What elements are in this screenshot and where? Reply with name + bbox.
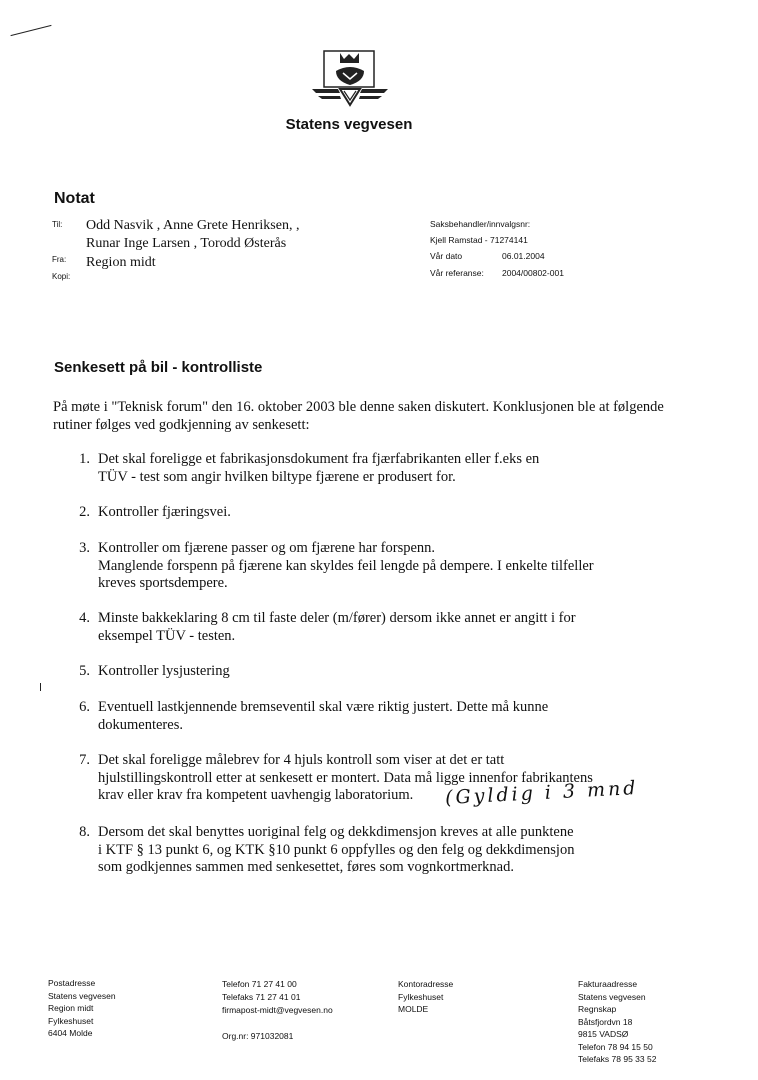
list-item-line: Manglende forspenn på fjærene kan skyldes feil lengde på dempere. I enkelte tilfeller bbox=[98, 557, 594, 574]
footer-line: Statens vegvesen bbox=[578, 991, 646, 1002]
footer-line: Telefaks 78 95 33 52 bbox=[578, 1054, 657, 1064]
footer-line: Telefon 71 27 41 00 bbox=[222, 979, 297, 989]
list-item-line: Kontroller lysjustering bbox=[98, 663, 230, 679]
footer-line: Fakturaadresse bbox=[578, 979, 638, 989]
list-item-number: 8. bbox=[79, 824, 90, 840]
til-line-2: Runar Inge Larsen , Torodd Østerås bbox=[86, 236, 287, 251]
list-item-number: 2. bbox=[79, 504, 90, 520]
til-line-1: Odd Nasvik , Anne Grete Henriksen, , bbox=[86, 218, 300, 233]
saksbehandler-value: Kjell Ramstad - 71274141 bbox=[430, 235, 528, 245]
list-item bbox=[98, 451, 658, 486]
list-item-line: Minste bakkeklaring 8 cm til faste deler (m/fører) dersom ikke annet er angitt i for bbox=[98, 610, 576, 626]
footer-line bbox=[222, 1017, 333, 1030]
footer-line: MOLDE bbox=[398, 1004, 429, 1014]
date-value: 06.01.2004 bbox=[502, 251, 545, 261]
date-label: Vår dato bbox=[430, 251, 463, 261]
organization-name: Statens vegvesen bbox=[285, 116, 413, 133]
list-item-line: kreves sportsdempere. bbox=[98, 575, 228, 591]
list-item bbox=[98, 504, 658, 522]
list-item-line: Det skal foreligge et fabrikasjonsdokument fra fjærfabrikanten eller f.eks en bbox=[98, 451, 540, 467]
list-item-line: dokumenteres. bbox=[98, 716, 183, 733]
scan-mark bbox=[40, 683, 41, 691]
footer-line: Regnskap bbox=[578, 1004, 617, 1014]
scan-mark bbox=[11, 25, 52, 36]
footer-line: Telefon 78 94 15 50 bbox=[578, 1041, 653, 1052]
list-item-number: 4. bbox=[79, 610, 90, 626]
footer-line: 9815 VADSØ bbox=[578, 1029, 629, 1039]
fra-label: Fra: bbox=[52, 255, 67, 264]
handwritten-note: (Gyldig i 3 mnd bbox=[444, 776, 639, 810]
list-item-line: hjulstillingskontroll etter at senkesett er montert. Data må ligge innenfor fabrikantens bbox=[98, 769, 593, 786]
list-item-line: TÜV - test som angir hvilken biltype fjærene er produsert for. bbox=[98, 468, 456, 485]
footer-invoice-address bbox=[578, 978, 656, 1066]
footer-line: Postadresse bbox=[48, 978, 96, 988]
list-item-line: eksempel TÜV - testen. bbox=[98, 627, 236, 644]
footer-line: 6404 Molde bbox=[48, 1028, 93, 1038]
list-item bbox=[98, 540, 658, 593]
fra-value: Region midt bbox=[86, 255, 156, 270]
list-item-line: Det skal foreligge målebrev for 4 hjuls kontroll som viser at det er tatt bbox=[98, 752, 505, 768]
list-item-line: som godkjennes sammen med senkesettet, føres som vognkortmerknad. bbox=[98, 859, 514, 875]
footer-line: firmapost-midt@vegvesen.no bbox=[222, 1005, 333, 1015]
list-item bbox=[98, 824, 658, 877]
intro-paragraph: På møte i "Teknisk forum" den 16. oktober 2003 ble denne saken diskutert. Konklusjonen ble at følgende rutiner følges ved godkjenning av senkesett: bbox=[53, 399, 664, 433]
footer-office-address bbox=[398, 978, 453, 1016]
list-item-number: 7. bbox=[79, 752, 90, 768]
document-title: Senkesett på bil - kontrolliste bbox=[54, 359, 263, 376]
footer-line: Båtsfjordvn 18 bbox=[578, 1016, 633, 1027]
list-item-line: Kontroller fjæringsvei. bbox=[98, 504, 231, 520]
list-item-number: 3. bbox=[79, 540, 90, 556]
footer-line: Region midt bbox=[48, 1003, 94, 1013]
list-item-line: Eventuell lastkjennende bremseventil skal være riktig justert. Dette må kunne bbox=[98, 699, 549, 715]
footer-line: Telefaks 71 27 41 01 bbox=[222, 992, 301, 1002]
footer-line: Fylkeshuset bbox=[398, 991, 444, 1002]
kopi-label: Kopi: bbox=[52, 272, 71, 281]
list-item-number: 6. bbox=[79, 699, 90, 715]
til-label: Til: bbox=[52, 220, 63, 229]
statens-vegvesen-logo-icon bbox=[310, 45, 390, 110]
saksbehandler-label: Saksbehandler/innvalgsnr: bbox=[430, 219, 531, 229]
list-item-line: i KTF § 13 punkt 6, og KTK §10 punkt 6 oppfylles og den felg og dekkdimensjon bbox=[98, 841, 575, 858]
list-item-line: Kontroller om fjærene passer og om fjærene har forspenn. bbox=[98, 540, 436, 556]
footer-contact bbox=[222, 978, 333, 1043]
footer-line: Fylkeshuset bbox=[48, 1015, 94, 1026]
footer-line: Org.nr: 971032081 bbox=[222, 1031, 294, 1041]
footer-line: Kontoradresse bbox=[398, 979, 454, 989]
list-item-number: 1. bbox=[79, 451, 90, 467]
footer-postal-address bbox=[48, 977, 116, 1040]
reference-value: 2004/00802-001 bbox=[502, 268, 564, 278]
list-item bbox=[98, 663, 658, 681]
list-item-number: 5. bbox=[79, 663, 90, 679]
list-item-line: Dersom det skal benyttes uoriginal felg og dekkdimensjon kreves at alle punktene bbox=[98, 824, 574, 840]
list-item-line: krav eller krav fra kompetent uavhengig laboratorium. bbox=[98, 787, 414, 803]
document-type: Notat bbox=[54, 190, 95, 207]
list-item bbox=[98, 610, 658, 645]
footer-line: Statens vegvesen bbox=[48, 990, 116, 1001]
list-item bbox=[98, 699, 658, 734]
reference-label: Vår referanse: bbox=[430, 268, 484, 278]
